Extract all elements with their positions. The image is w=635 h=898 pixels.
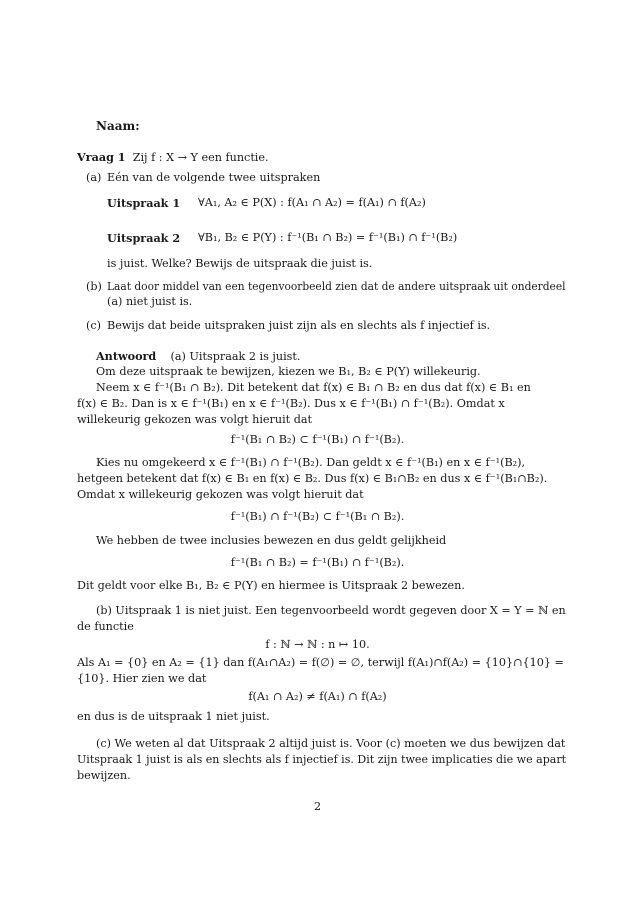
- antwoord-b-line: en dus is de uitspraak 1 niet juist.: [77, 710, 270, 723]
- antwoord-line: hetgeen betekent dat f(x) ∈ B₁ en f(x) ∈ B₂. Dus f(x) ∈ B₁∩B₂ en dus x ∈ f⁻¹(B₁∩B₂).: [77, 472, 548, 485]
- antwoord-line: f(x) ∈ B₂. Dan is x ∈ f⁻¹(B₁) en x ∈ f⁻¹(B₂). Dus x ∈ f⁻¹(B₁) ∩ f⁻¹(B₂). Omdat x: [77, 397, 505, 410]
- antwoord-b-line: {10}. Hier zien we dat: [77, 672, 207, 685]
- page-number: 2: [313, 800, 322, 813]
- display-math-3: f⁻¹(B₁ ∩ B₂) = f⁻¹(B₁) ∩ f⁻¹(B₂).: [230, 556, 405, 569]
- antwoord-c-line: Uitspraak 1 juist is als en slechts als f injectief is. Dit zijn twee implicaties die we apart: [77, 753, 567, 766]
- antwoord-b-line: de functie: [77, 620, 134, 633]
- antwoord-c-line: (c) We weten al dat Uitspraak 2 altijd juist is. Voor (c) moeten we dus bewijzen dat: [96, 737, 566, 750]
- uitspraak-1-label: Uitspraak 1: [107, 196, 181, 210]
- part-c-label: (c): [86, 319, 101, 332]
- part-b-line1: Laat door middel van een tegenvoorbeeld zien dat de andere uitspraak uit onderdeel: [107, 280, 566, 293]
- part-b-label: (b): [86, 280, 102, 293]
- part-c-text: Bewijs dat beide uitspraken juist zijn als en slechts als f injectief is.: [107, 319, 491, 332]
- part-a-text: Eén van de volgende twee uitspraken: [107, 171, 321, 184]
- vraag-label: Vraag 1: [77, 150, 126, 164]
- display-math-4: f : ℕ → ℕ : n ↦ 10.: [265, 638, 370, 651]
- antwoord-line: willekeurig gekozen was volgt hieruit dat: [77, 413, 313, 426]
- antwoord-line: We hebben de twee inclusies bewezen en dus geldt gelijkheid: [96, 534, 447, 547]
- antwoord-b-line: Als A₁ = {0} en A₂ = {1} dan f(A₁∩A₂) = f(∅) = ∅, terwijl f(A₁)∩f(A₂) = {10}∩{10} =: [77, 656, 564, 669]
- antwoord-heading: [96, 348, 300, 365]
- antwoord-line: Dit geldt voor elke B₁, B₂ ∈ P(Y) en hiermee is Uitspraak 2 bewezen.: [77, 579, 465, 592]
- antwoord-line: Omdat x willekeurig gekozen was volgt hieruit dat: [77, 488, 364, 501]
- part-a-label: (a): [86, 171, 102, 184]
- uitspraak-1-formula: ∀A₁, A₂ ∈ P(X) : f(A₁ ∩ A₂) = f(A₁) ∩ f(A₂): [198, 196, 426, 209]
- uitspraak-2-label: Uitspraak 2: [107, 231, 181, 245]
- vraag-heading: [77, 149, 269, 166]
- antwoord-label: Antwoord: [96, 349, 157, 363]
- display-math-1: f⁻¹(B₁ ∩ B₂) ⊂ f⁻¹(B₁) ∩ f⁻¹(B₂).: [230, 433, 405, 446]
- part-a-after: is juist. Welke? Bewijs de uitspraak die juist is.: [107, 257, 373, 270]
- display-math-2: f⁻¹(B₁) ∩ f⁻¹(B₂) ⊂ f⁻¹(B₁ ∩ B₂).: [230, 510, 405, 523]
- antwoord-b-line: (b) Uitspraak 1 is niet juist. Een tegenvoorbeeld wordt gegeven door X = Y = ℕ en: [96, 604, 566, 617]
- antwoord-line: Neem x ∈ f⁻¹(B₁ ∩ B₂). Dit betekent dat f(x) ∈ B₁ ∩ B₂ en dus dat f(x) ∈ B₁ en: [96, 381, 531, 394]
- antwoord-line: Om deze uitspraak te bewijzen, kiezen we B₁, B₂ ∈ P(Y) willekeurig.: [96, 365, 481, 378]
- vraag-intro: Zij f : X → Y een functie.: [132, 151, 269, 164]
- uitspraak-2-formula: ∀B₁, B₂ ∈ P(Y) : f⁻¹(B₁ ∩ B₂) = f⁻¹(B₁) ∩ f⁻¹(B₂): [198, 231, 458, 244]
- part-b-line2: (a) niet juist is.: [107, 295, 193, 308]
- antwoord-line: Kies nu omgekeerd x ∈ f⁻¹(B₁) ∩ f⁻¹(B₂). Dan geldt x ∈ f⁻¹(B₁) en x ∈ f⁻¹(B₂),: [96, 456, 526, 469]
- antwoord-c-line: bewijzen.: [77, 769, 131, 782]
- naam-label: Naam:: [96, 119, 140, 133]
- display-math-5: f(A₁ ∩ A₂) ≠ f(A₁) ∩ f(A₂): [248, 690, 387, 703]
- antwoord-a-first: (a) Uitspraak 2 is juist.: [170, 350, 301, 363]
